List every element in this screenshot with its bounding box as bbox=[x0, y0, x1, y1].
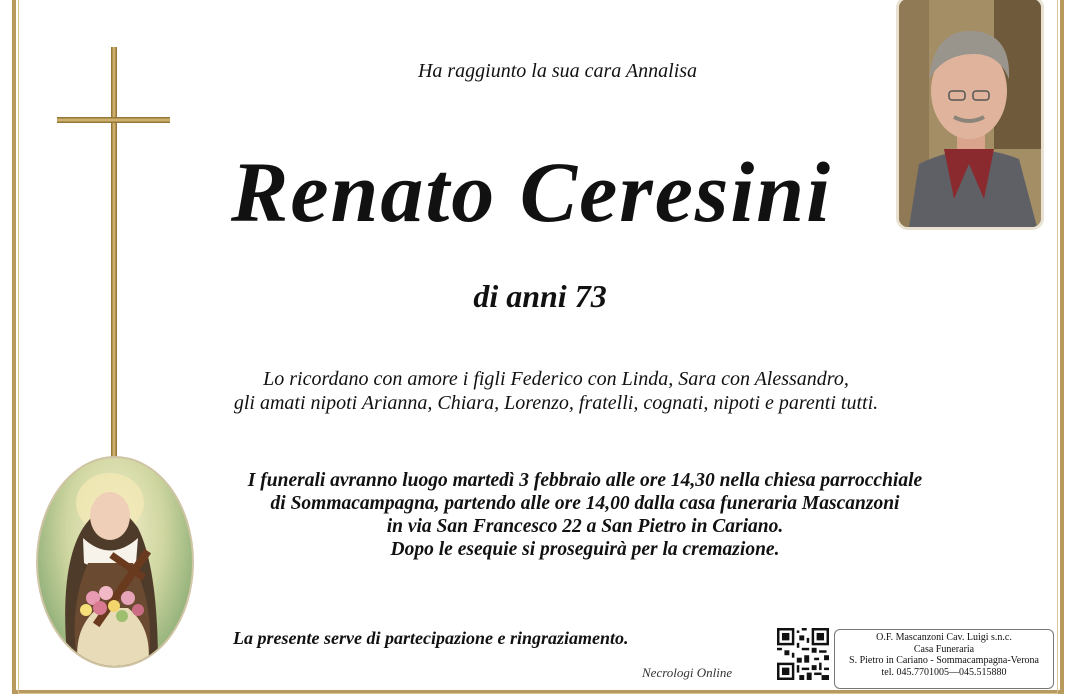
intro-line: Ha raggiunto la sua cara Annalisa bbox=[417, 60, 698, 82]
funeral-home-phone: tel. 045.7701005—045.515880 bbox=[881, 666, 1007, 678]
deceased-name: Renato Ceresini bbox=[230, 144, 832, 240]
funeral-home-type: Casa Funeraria bbox=[913, 643, 975, 655]
portrait-illustration bbox=[899, 0, 1041, 227]
credit-line: Necrologi Online bbox=[642, 665, 733, 680]
funeral-home-location: S. Pietro in Cariano - Sommacampagna-Verona bbox=[849, 655, 1039, 666]
remembrance-text bbox=[0, 367, 1080, 415]
saint-image bbox=[36, 456, 194, 668]
funeral-line: di Sommacampagna, partendo alle ore 14,00 dalla casa funeraria Mascanzoni bbox=[270, 493, 900, 514]
age-line: di anni 73 bbox=[473, 278, 607, 314]
thanks-line: La presente serve di partecipazione e ringraziamento. bbox=[233, 628, 629, 648]
remembrance-line: Lo ricordano con amore i figli Federico con Linda, Sara con Alessandro, bbox=[263, 368, 849, 390]
funeral-line: in via San Francesco 22 a San Pietro in Cariano. bbox=[386, 516, 784, 537]
funeral-home-box bbox=[834, 629, 1054, 689]
cross-horizontal bbox=[57, 117, 170, 123]
funeral-home-name: O.F. Mascanzoni Cav. Luigi s.n.c. bbox=[876, 632, 1012, 643]
funeral-line: I funerali avranno luogo martedì 3 febbraio alle ore 14,30 nella chiesa parrocchiale bbox=[247, 470, 923, 491]
portrait-photo bbox=[896, 0, 1044, 230]
qr-code-icon bbox=[777, 628, 829, 680]
remembrance-line: gli amati nipoti Arianna, Chiara, Lorenzo, fratelli, cognati, nipoti e parenti tutti. bbox=[233, 392, 879, 414]
saint-illustration bbox=[38, 458, 192, 666]
funeral-line: Dopo le esequie si proseguirà per la cremazione. bbox=[390, 539, 780, 560]
